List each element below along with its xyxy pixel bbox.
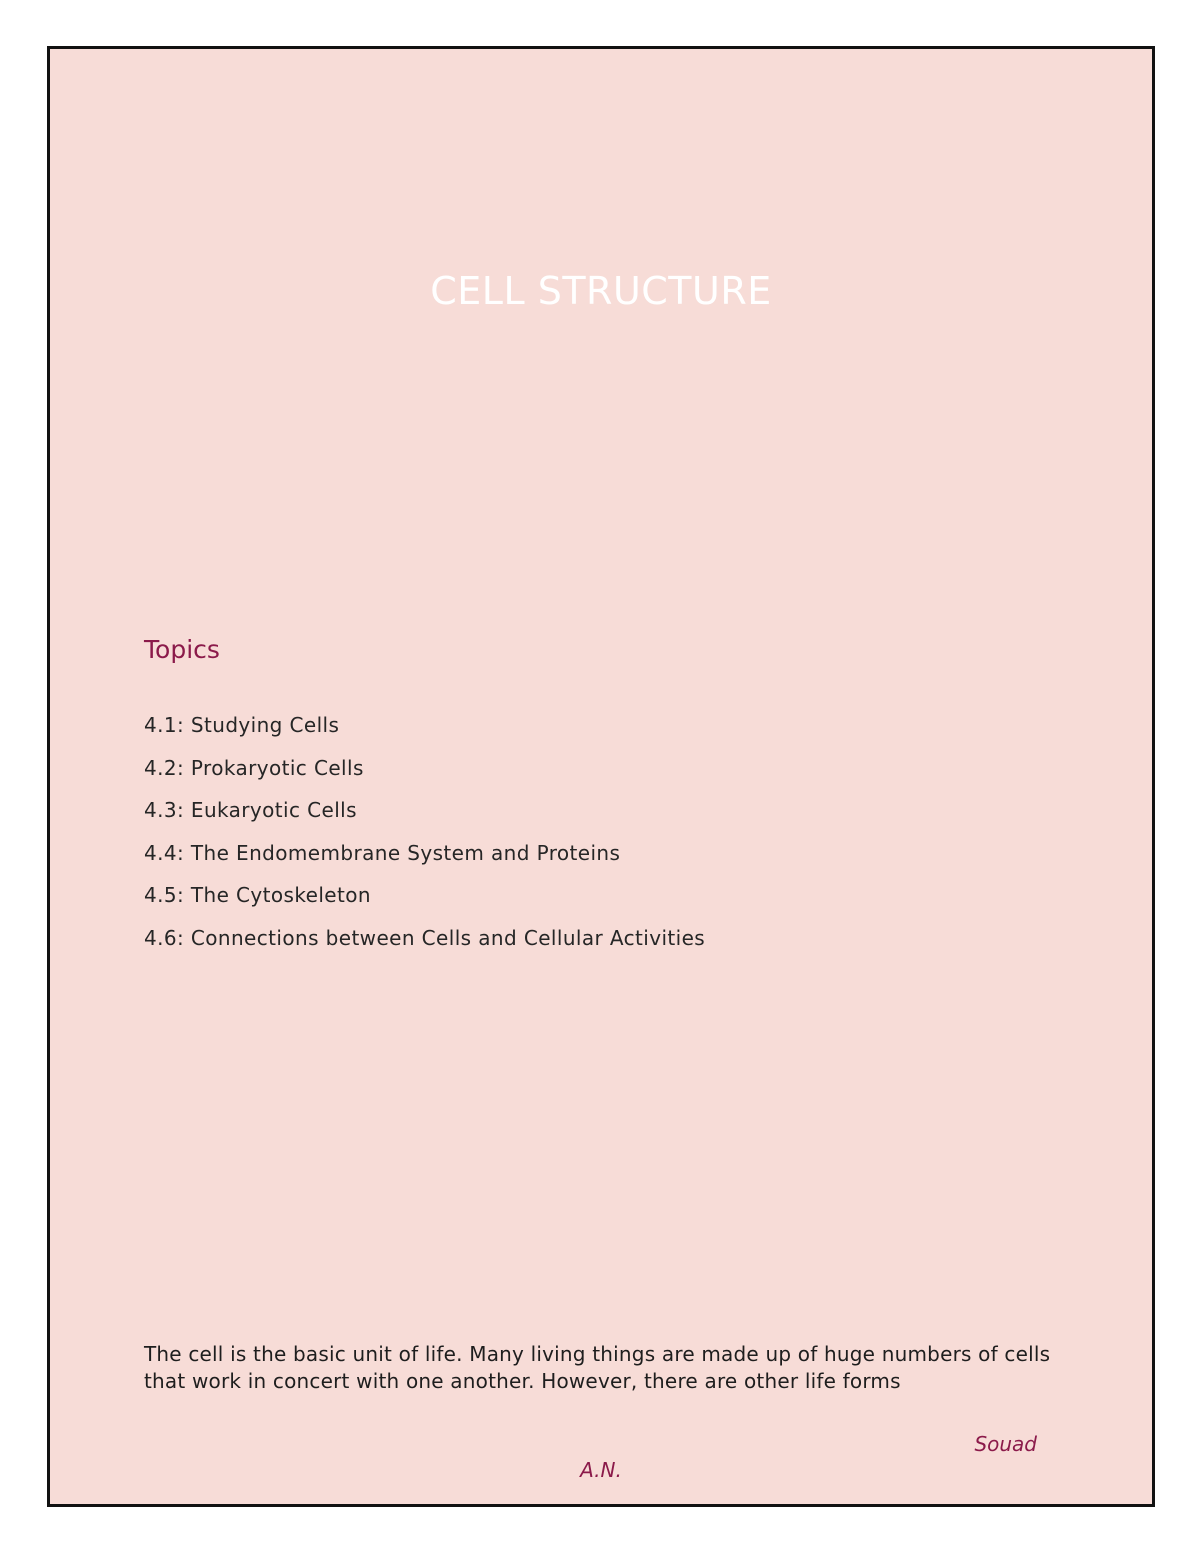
- topic-item: 4.4: The Endomembrane System and Proteins: [144, 840, 621, 865]
- document-page: [47, 46, 1155, 1507]
- intro-paragraph: The cell is the basic unit of life. Many living things are made up of huge numbers of cells that work in concert with one another. However, there are other life forms: [144, 1342, 1051, 1393]
- author-first-name: Souad: [974, 1432, 1037, 1456]
- topic-item: 4.2: Prokaryotic Cells: [144, 755, 364, 780]
- topic-item: 4.5: The Cytoskeleton: [144, 883, 371, 908]
- topic-item: 4.3: Eukaryotic Cells: [144, 798, 357, 823]
- topic-item: 4.6: Connections between Cells and Cellular Activities: [144, 925, 706, 950]
- topics-heading: Topics: [144, 635, 220, 664]
- document-title: CELL STRUCTURE: [430, 269, 772, 313]
- topic-item: 4.1: Studying Cells: [144, 713, 340, 737]
- topics-list: [144, 711, 705, 967]
- author-initials: A.N.: [580, 1458, 622, 1482]
